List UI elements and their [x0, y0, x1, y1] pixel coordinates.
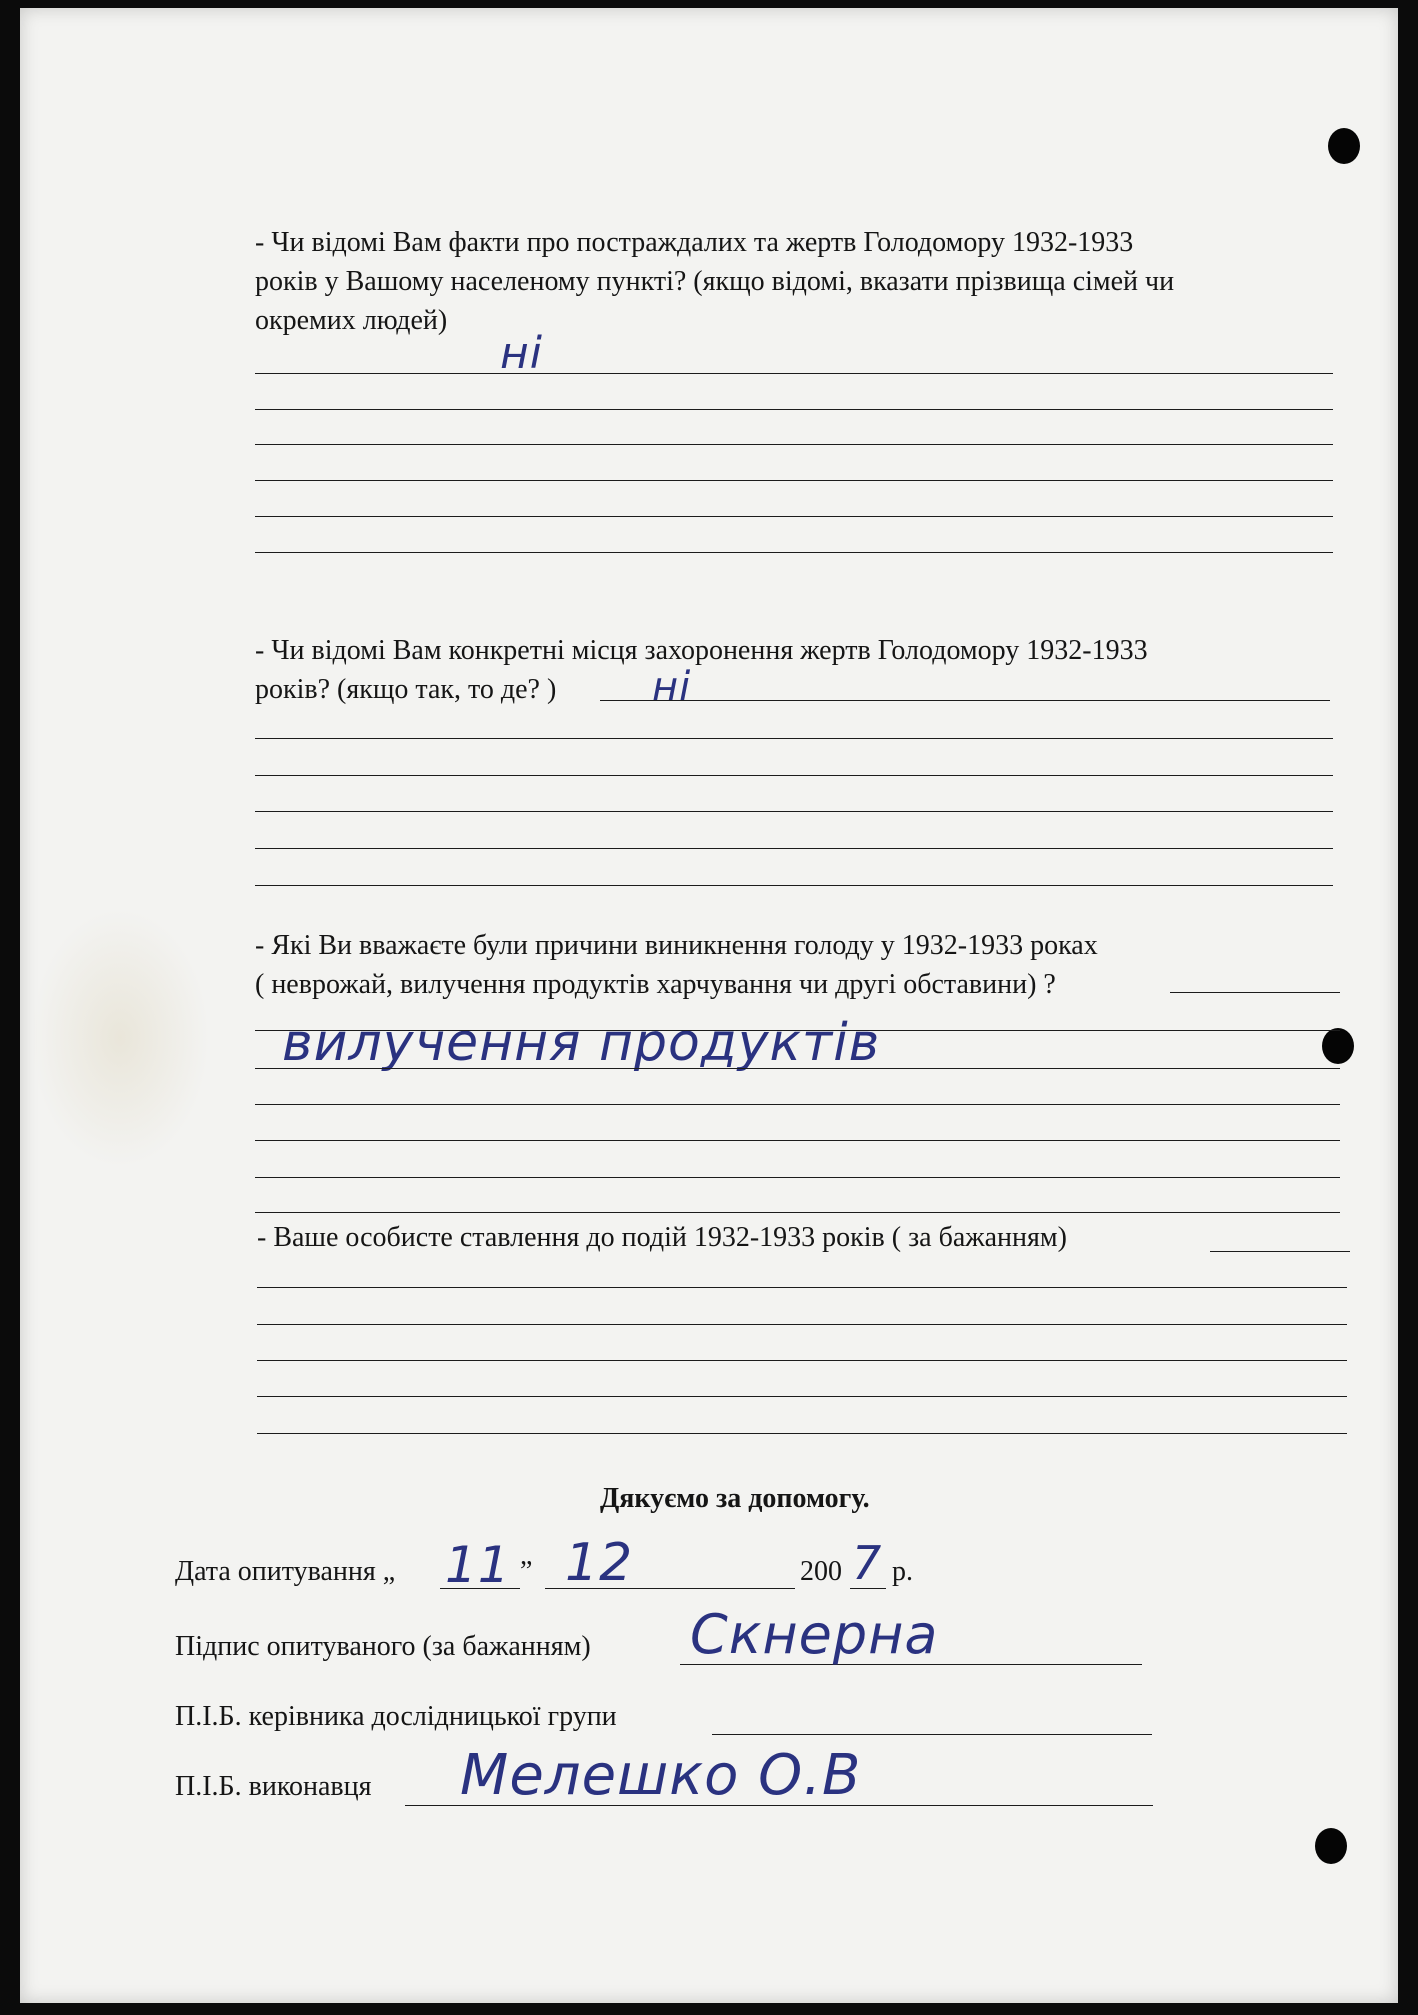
- paper-stain: [30, 908, 210, 1168]
- answer-line: [1210, 1251, 1350, 1252]
- question-2-line-1: - Чи відомі Вам конкретні місця захоронення жертв Голодомору 1932-1933: [255, 635, 1148, 666]
- date-year-unit: р.: [892, 1556, 913, 1587]
- performer-handwritten: Мелешко О.В: [460, 1743, 862, 1808]
- question-1-line-3: окремих людей): [255, 305, 448, 336]
- date-close-quote: ”: [520, 1556, 533, 1587]
- punch-hole-middle: [1322, 1028, 1354, 1064]
- answer-line: [255, 480, 1333, 481]
- questionnaire-page: [20, 8, 1398, 2003]
- answer-line: [255, 516, 1333, 517]
- answer-line: [600, 700, 1330, 701]
- thanks-heading: Дякуємо за допомогу.: [600, 1483, 870, 1514]
- leader-label: П.І.Б. керівника дослідницької групи: [175, 1701, 617, 1732]
- answer-line: [255, 444, 1333, 445]
- date-open-quote: „: [382, 1556, 396, 1587]
- signature-label: Підпис опитуваного (за бажанням): [175, 1631, 591, 1662]
- answer-line: [255, 848, 1333, 849]
- date-year-handwritten: 7: [852, 1536, 883, 1590]
- question-4: [257, 1218, 1355, 1257]
- leader-line: [712, 1734, 1152, 1735]
- answer-line: [255, 811, 1333, 812]
- answer-line: [257, 1324, 1347, 1325]
- punch-hole-top: [1328, 128, 1360, 164]
- date-month-handwritten: 12: [565, 1533, 634, 1593]
- answer-line: [255, 738, 1333, 739]
- question-1-line-2: років у Вашому населеному пункті? (якщо відомі, вказати прізвища сімей чи: [255, 266, 1175, 297]
- punch-hole-bottom: [1315, 1828, 1347, 1864]
- answer-line: [255, 409, 1333, 410]
- answer-line: [255, 1030, 1340, 1031]
- performer-label: П.І.Б. виконавця: [175, 1771, 372, 1802]
- answer-3-handwritten: вилучення продуктів: [282, 1013, 881, 1073]
- answer-1-handwritten: ні: [500, 328, 543, 379]
- answer-line: [255, 1177, 1340, 1178]
- answer-line: [257, 1360, 1347, 1361]
- answer-line: [255, 885, 1333, 886]
- answer-line: [1170, 992, 1340, 993]
- question-2-line-2: років? (якщо так, то де? ): [255, 674, 557, 705]
- question-2: [255, 631, 1353, 709]
- question-3-line-2: ( неврожай, вилучення продуктів харчування чи другі обставини) ?: [255, 969, 1056, 1000]
- answer-2-handwritten: ні: [652, 664, 692, 710]
- answer-line: [257, 1433, 1347, 1434]
- answer-line: [255, 1140, 1340, 1141]
- question-1: [255, 223, 1347, 340]
- answer-line: [257, 1287, 1347, 1288]
- question-1-line-1: - Чи відомі Вам факти про постраждалих та жертв Голодомору 1932-1933: [255, 227, 1134, 258]
- answer-line: [255, 775, 1333, 776]
- signature-handwritten: Скнерна: [690, 1603, 939, 1666]
- answer-line: [255, 1212, 1340, 1213]
- question-4-line-1: - Ваше особисте ставлення до подій 1932-1933 років ( за бажанням): [257, 1222, 1067, 1253]
- answer-line: [255, 1068, 1340, 1069]
- date-label: Дата опитування: [175, 1556, 376, 1587]
- date-row: [175, 1556, 395, 1588]
- date-day-handwritten: 11: [445, 1536, 511, 1594]
- answer-line: [255, 1104, 1340, 1105]
- question-3-line-1: - Які Ви вважаєте були причини виникнення голоду у 1932-1933 роках: [255, 930, 1098, 961]
- answer-line: [255, 552, 1333, 553]
- answer-line: [257, 1396, 1347, 1397]
- answer-line: [255, 373, 1333, 374]
- date-year-prefix: 200: [800, 1556, 842, 1587]
